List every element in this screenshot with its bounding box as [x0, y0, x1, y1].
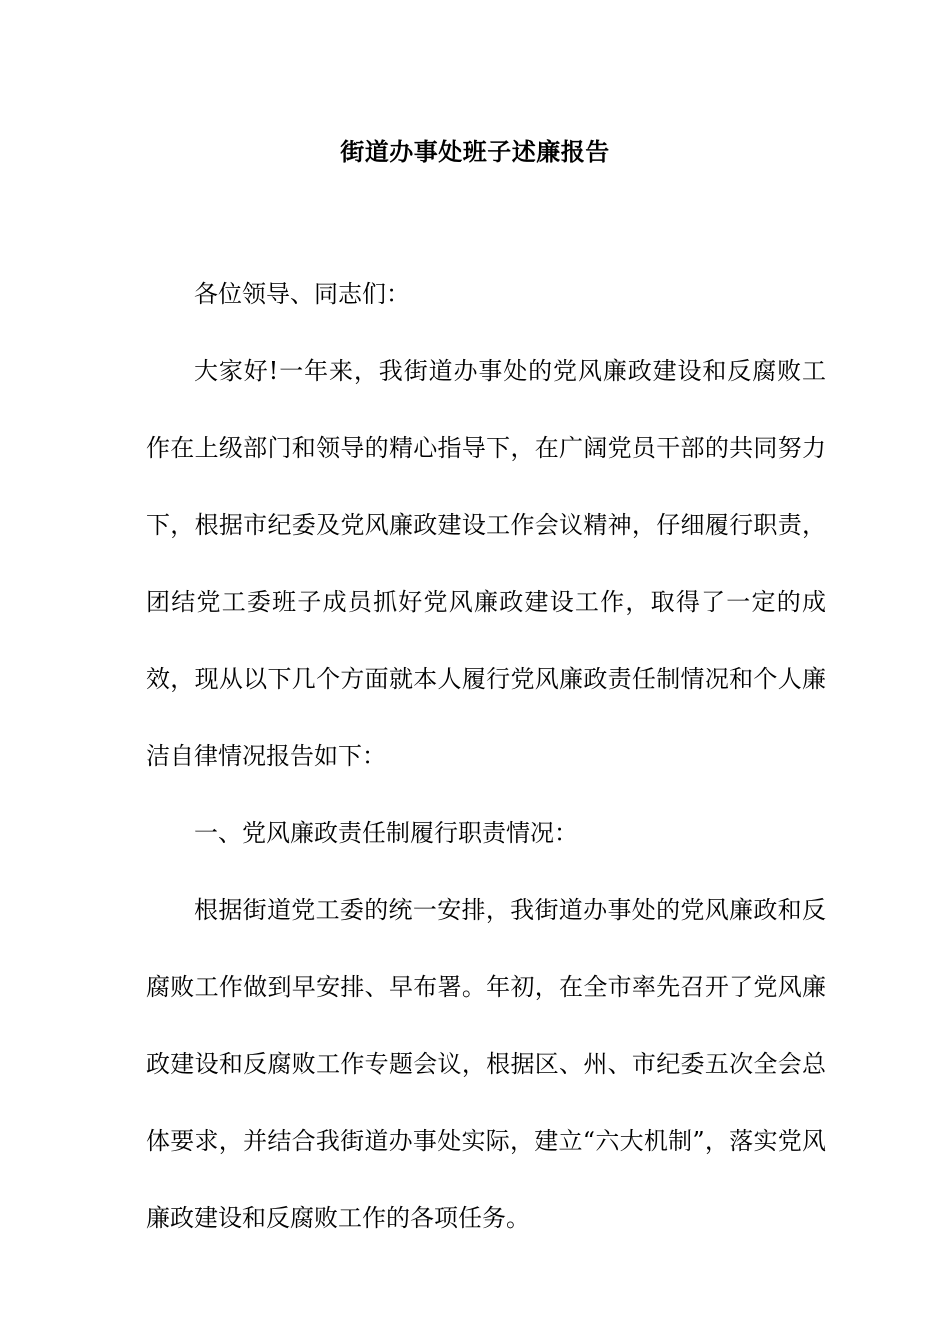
intro-paragraph: 大家好!一年来，我街道办事处的党风廉政建设和反腐败工作在上级部门和领导的精心指导下，在广阔党员干部的共同努力下，根据市纪委及党风廉政建设工作会议精神，仔细履行职责，团结党工委班子成员抓好党风廉政建设工作，取得了一定的成效，现从以下几个方面就本人履行党风廉政责任制情况和个人廉洁自律情况报告如下： — [146, 357, 826, 770]
section-heading-1: 一、党风廉政责任制履行职责情况： — [194, 819, 578, 847]
document-title: 街道办事处班子述廉报告 — [340, 137, 610, 166]
document-body — [146, 256, 826, 1257]
salutation-paragraph: 各位领导、同志们： — [194, 280, 410, 308]
section-paragraph-1: 根据街道党工委的统一安排，我街道办事处的党风廉政和反腐败工作做到早安排、早布署。年初，在全市率先召开了党风廉政建设和反腐败工作专题会议，根据区、州、市纪委五次全会总体要求，并结合我街道办事处实际，建立“六大机制”，落实党风廉政建设和反腐败工作的各项任务。 — [146, 896, 826, 1232]
